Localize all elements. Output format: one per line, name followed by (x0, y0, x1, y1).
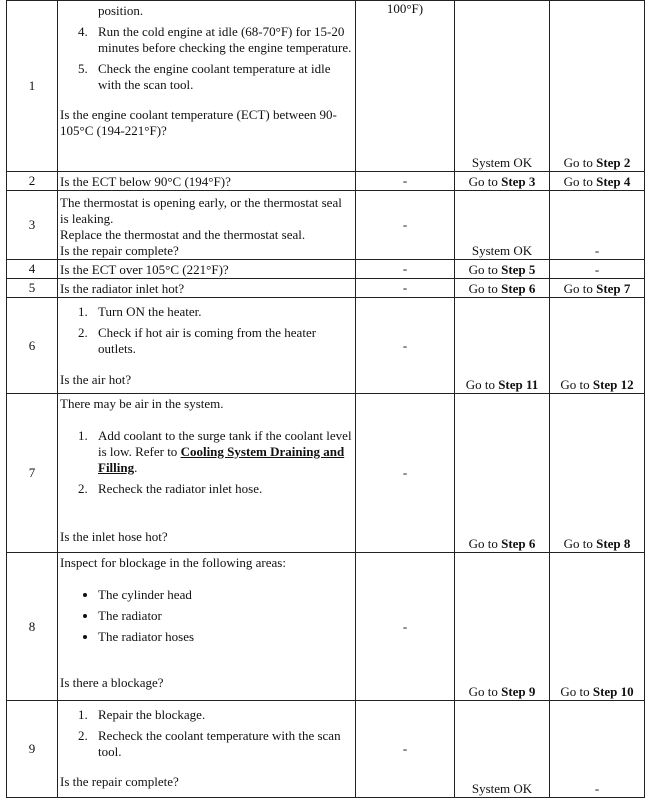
list-item: • The radiator (98, 608, 353, 624)
step-number: 7 (7, 394, 58, 553)
step-number: 9 (7, 701, 58, 798)
step-number: 5 (7, 279, 58, 298)
list-item (78, 3, 353, 19)
value-cell: - (356, 172, 455, 191)
item-number: 2. (78, 728, 88, 743)
action-cell (58, 553, 356, 701)
value-cell: - (356, 260, 455, 279)
step-number: 8 (7, 553, 58, 701)
list-item (78, 428, 353, 476)
no-cell: - (550, 260, 645, 279)
table-row (7, 279, 645, 298)
table-row (7, 701, 645, 798)
question: Is the inlet hose hot? (60, 529, 168, 544)
table-row (7, 1, 645, 172)
table-row (7, 298, 645, 394)
item-text: Recheck the radiator inlet hose. (98, 481, 263, 496)
item-text: position. (98, 3, 144, 18)
step-number: 2 (7, 172, 58, 191)
table-row (7, 172, 645, 191)
yes-cell: Go to Step 11 (455, 298, 550, 394)
no-cell: Go to Step 2 (550, 1, 645, 172)
list-item: • The cylinder head (98, 587, 353, 603)
item-number: 2. (78, 325, 88, 340)
no-cell: Go to Step 4 (550, 172, 645, 191)
no-cell: - (550, 191, 645, 260)
item-text: Turn ON the heater. (98, 304, 202, 319)
list-item: • The radiator hoses (98, 629, 353, 645)
no-cell: Go to Step 8 (550, 394, 645, 553)
action-cell (58, 394, 356, 553)
item-text: Add coolant to the surge tank if the coolant level is low. Refer to Cooling System Draining and Filling. (98, 428, 352, 475)
question: Is the repair complete? (60, 243, 179, 258)
table-row (7, 394, 645, 553)
item-text: Check if hot air is coming from the heater outlets. (98, 325, 317, 356)
yes-cell: Go to Step 5 (455, 260, 550, 279)
value-cell: 100°F) (356, 1, 455, 172)
question: Is the engine coolant temperature (ECT) between 90-105°C (194-221°F)? (60, 107, 337, 138)
value-cell: - (356, 191, 455, 260)
table-row (7, 260, 645, 279)
yes-cell: System OK (455, 191, 550, 260)
step-number: 1 (7, 1, 58, 172)
cooling-system-link[interactable]: Cooling System Draining and Filling (98, 444, 345, 475)
yes-cell: Go to Step 6 (455, 394, 550, 553)
action-text: Inspect for blockage in the following areas: (60, 555, 286, 570)
no-cell: Go to Step 12 (550, 298, 645, 394)
value-cell: - (356, 298, 455, 394)
no-cell: Go to Step 10 (550, 553, 645, 701)
question: Is the repair complete? (60, 774, 179, 789)
list-item (78, 481, 353, 497)
value-cell: - (356, 394, 455, 553)
list-item (78, 61, 353, 93)
item-number: 1. (78, 707, 88, 722)
yes-cell: System OK (455, 701, 550, 798)
item-number: 5. (78, 61, 88, 76)
step-number: 4 (7, 260, 58, 279)
yes-cell: Go to Step 3 (455, 172, 550, 191)
action-cell (58, 1, 356, 172)
item-number: 1. (78, 304, 88, 319)
value-cell: - (356, 553, 455, 701)
step-number: 3 (7, 191, 58, 260)
item-text: Check the engine coolant temperature at idle with the scan tool. (98, 61, 331, 92)
value-cell: - (356, 279, 455, 298)
question: Is the radiator inlet hot? (58, 279, 356, 298)
yes-cell: Go to Step 6 (455, 279, 550, 298)
yes-cell: Go to Step 9 (455, 553, 550, 701)
item-number: 2. (78, 481, 88, 496)
yes-cell: System OK (455, 1, 550, 172)
list-item (78, 707, 353, 723)
list-item (78, 304, 353, 320)
item-text: Recheck the coolant temperature with the scan tool. (98, 728, 341, 759)
question: Is the ECT over 105°C (221°F)? (58, 260, 356, 279)
action-text: Replace the thermostat and the thermostat seal. (60, 227, 306, 242)
value-cell: - (356, 701, 455, 798)
question: Is the air hot? (60, 372, 132, 387)
table-row (7, 553, 645, 701)
item-text: Run the cold engine at idle (68-70°F) for 15-20 minutes before checking the engine temperature. (98, 24, 352, 55)
no-cell: - (550, 701, 645, 798)
action-cell (58, 191, 356, 260)
question: Is the ECT below 90°C (194°F)? (58, 172, 356, 191)
action-cell (58, 298, 356, 394)
step-number: 6 (7, 298, 58, 394)
action-cell (58, 701, 356, 798)
action-text: The thermostat is opening early, or the thermostat seal is leaking. (60, 195, 342, 226)
item-number: 4. (78, 24, 88, 39)
list-item (78, 325, 353, 357)
question: Is there a blockage? (60, 675, 164, 690)
action-text: There may be air in the system. (60, 396, 224, 411)
item-text: Repair the blockage. (98, 707, 206, 722)
no-cell: Go to Step 7 (550, 279, 645, 298)
item-number: 1. (78, 428, 88, 443)
diagnostic-table (6, 0, 645, 798)
table-row (7, 191, 645, 260)
list-item (78, 24, 353, 56)
list-item (78, 728, 353, 760)
